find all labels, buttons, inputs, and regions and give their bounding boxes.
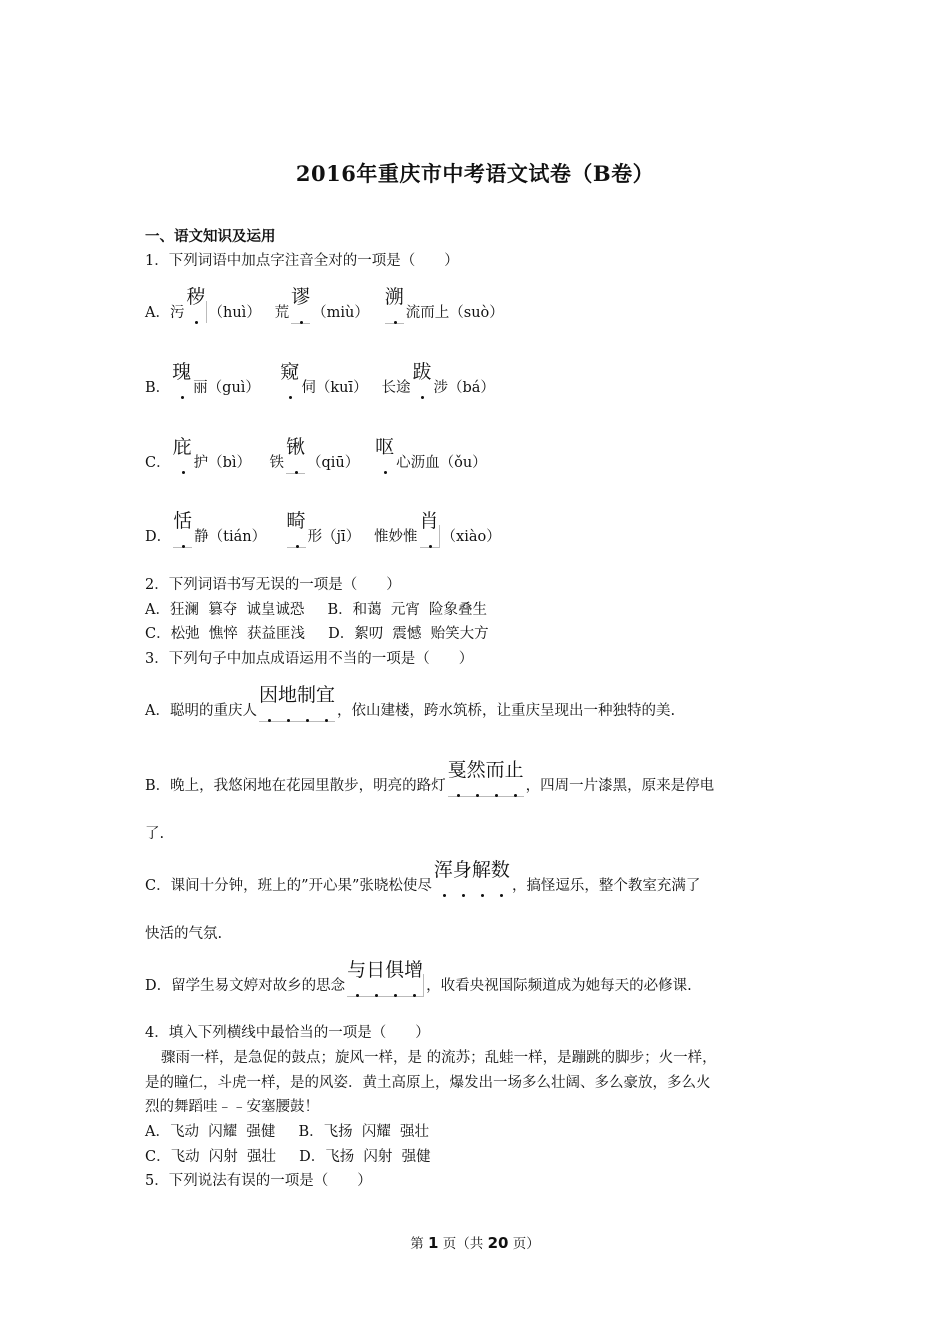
- q2-options-ab: A．狂澜 篡夺 诚皇诚恐 B．和蔼 元宵 险象叠生: [145, 602, 488, 618]
- q3-option-a: A．聪明的重庆人因地制宜 ，依山建楼，跨水筑桥，让重庆呈现出一种独特的美.: [145, 699, 675, 722]
- dotted-char: 锹: [286, 451, 305, 474]
- q1-option-d: D．恬 静（tián） 畸 形（jī） 惟妙惟肖 （xiào）: [145, 525, 501, 548]
- q4-passage-1: 骤雨一样，是急促的鼓点；旋风一样，是 的流苏；乱蛙一样，是蹦跳的脚步；火一样，: [161, 1050, 717, 1066]
- q3-option-d: D．留学生易文婷对故乡的思念与日俱增 ，收看央视国际频道成为她每天的必修课.: [145, 974, 692, 997]
- q4-options-ab: A．飞动 闪耀 强健 B．飞扬 闪耀 强壮: [145, 1124, 430, 1140]
- dotted-idiom: 戛然而止: [448, 774, 524, 797]
- dotted-char: 庇: [173, 451, 192, 473]
- q4-passage-2: 是的瞳仁，斗虎一样，是的风姿．黄土高原上，爆发出一场多么壮阔、多么豪放，多么火: [145, 1075, 711, 1091]
- dotted-char: 肖: [420, 525, 440, 548]
- q3-option-c: C．课间十分钟，班上的”开心果”张晓松使尽浑身解数 ，搞怪逗乐，整个教室充满了: [145, 874, 700, 896]
- section-heading: 一、语文知识及运用: [145, 228, 276, 245]
- q4-options-cd: C．飞动 闪射 强壮 D．飞扬 闪射 强健: [145, 1149, 431, 1165]
- q5-stem: 5．下列说法有误的一项是（ ）: [145, 1173, 372, 1189]
- dotted-char: 窥: [280, 376, 299, 398]
- dotted-idiom: 与日俱增: [347, 974, 424, 997]
- dotted-char: 谬: [291, 301, 310, 324]
- q1-stem: 1．下列词语中加点字注音全对的一项是（ ）: [145, 253, 459, 269]
- dotted-char: 畸: [287, 525, 306, 548]
- page-title: 2016年重庆市中考语文试卷（B卷）: [295, 161, 655, 186]
- dotted-char: 秽: [186, 301, 206, 323]
- page-total: 20: [487, 1234, 509, 1252]
- page-footer: 第 1 页（共 20 页）: [410, 1234, 540, 1252]
- q2-stem: 2．下列词语书写无误的一项是（ ）: [145, 577, 401, 593]
- q3-stem: 3．下列句子中加点成语运用不当的一项是（ ）: [145, 651, 474, 667]
- q4-stem: 4．填入下列横线中最恰当的一项是（ ）: [145, 1025, 430, 1041]
- dotted-idiom: 浑身解数: [434, 874, 510, 896]
- q1-option-b: B．瑰 丽（guì） 窥 伺（kuī） 长途跋 涉（bá）: [145, 376, 495, 398]
- dotted-idiom: 因地制宜: [259, 699, 335, 722]
- q1-option-a: A．污秽 （huì） 荒谬 （miù） 溯 流而上（suò）: [145, 301, 504, 324]
- q3-option-c-cont: 快活的气氛.: [145, 926, 223, 942]
- dotted-char: 瑰: [172, 376, 191, 398]
- q3-option-b-cont: 了.: [145, 826, 165, 842]
- q1-option-c: C．庇 护（bì） 铁锹 （qiū） 呕 心沥血（ǒu）: [145, 451, 487, 474]
- dotted-char: 呕: [375, 451, 394, 473]
- dotted-char: 跋: [412, 376, 431, 398]
- page-number: 1: [428, 1234, 439, 1252]
- dotted-char: 溯: [385, 301, 404, 324]
- q2-options-cd: C．松弛 憔悴 获益匪浅 D．絮叨 震憾 贻笑大方: [145, 626, 489, 642]
- q4-passage-3: 烈的舞蹈哇﹣﹣安塞腰鼓！: [145, 1099, 319, 1115]
- dotted-char: 恬: [173, 525, 192, 548]
- q3-option-b: B．晚上，我悠闲地在花园里散步，明亮的路灯戛然而止 ，四周一片漆黑，原来是停电: [145, 774, 714, 797]
